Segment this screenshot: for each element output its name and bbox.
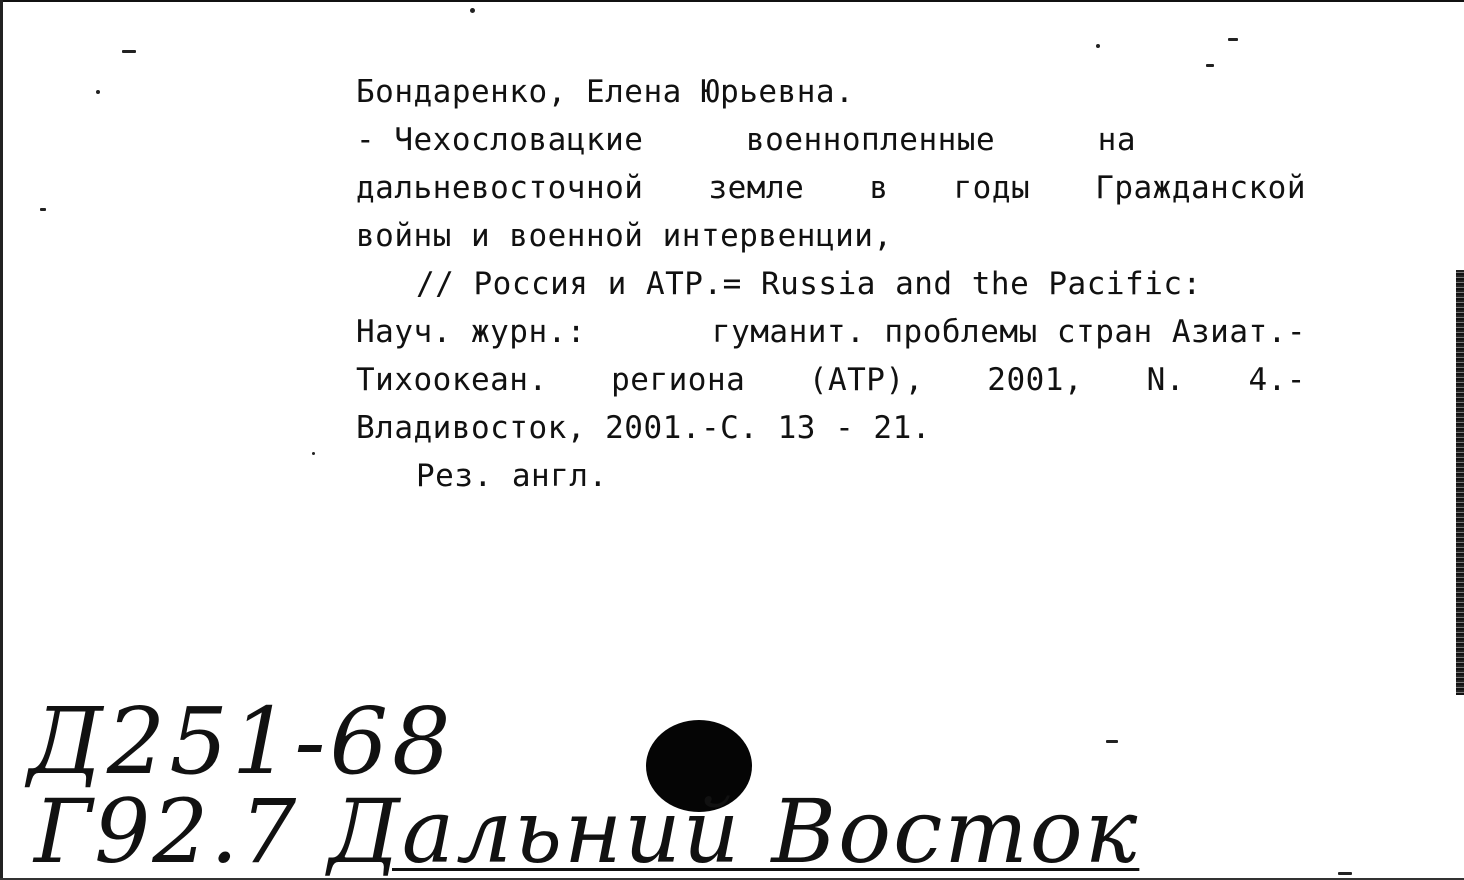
scan-speck bbox=[122, 50, 136, 53]
scan-speck bbox=[1228, 38, 1238, 41]
source-segment: гуманит. проблемы стран Азиат.- bbox=[711, 314, 1306, 350]
scan-edge-top bbox=[0, 0, 1464, 2]
source-line-2 bbox=[356, 308, 1306, 356]
title-word: годы bbox=[953, 170, 1031, 206]
title-word: земле bbox=[708, 170, 805, 206]
handwritten-callnumber-1: Д251-68 bbox=[28, 688, 455, 795]
source-segment: Тихоокеан. bbox=[356, 362, 548, 398]
note-line: Рез. англ. bbox=[416, 458, 608, 494]
source-segment: 2001, bbox=[987, 362, 1084, 398]
scan-speck bbox=[1338, 872, 1352, 875]
scan-speck bbox=[1096, 44, 1100, 48]
title-line-3: войны и военной интервенции, bbox=[356, 218, 893, 254]
handwritten-callnumber-2 bbox=[34, 780, 1139, 880]
scan-speck bbox=[312, 452, 315, 455]
typed-entry bbox=[356, 68, 1306, 500]
scan-speck bbox=[96, 90, 100, 94]
scan-speck bbox=[1206, 64, 1214, 67]
source-segment: Науч. журн.: bbox=[356, 314, 586, 350]
title-word: в bbox=[869, 170, 889, 206]
scan-edge-right bbox=[1456, 270, 1464, 695]
scan-edge-left bbox=[0, 0, 3, 880]
author-line: Бондаренко, Елена Юрьевна. bbox=[356, 74, 855, 110]
source-segment: N. bbox=[1146, 362, 1185, 398]
source-segment: (АТР), bbox=[808, 362, 924, 398]
title-line-2 bbox=[356, 164, 1306, 212]
callnumber-subject: Дальний Восток bbox=[328, 780, 1140, 880]
source-segment: 4.- bbox=[1248, 362, 1306, 398]
source-line-3 bbox=[356, 356, 1306, 404]
source-segment: региона bbox=[611, 362, 746, 398]
title-word: дальневосточной bbox=[356, 170, 644, 206]
source-line-1: // Россия и АТР.= Russia and the Pacific: bbox=[416, 266, 1202, 302]
source-line-4: Владивосток, 2001.-С. 13 - 21. bbox=[356, 410, 931, 446]
scan-speck bbox=[470, 8, 475, 13]
scan-speck bbox=[40, 208, 46, 211]
title-word: Гражданской bbox=[1095, 170, 1306, 206]
title-word: военнопленные bbox=[746, 122, 996, 158]
scan-speck bbox=[1106, 740, 1118, 743]
callnumber-prefix: Г92.7 bbox=[34, 780, 299, 880]
title-line-1 bbox=[356, 116, 1306, 164]
title-word: - Чехословацкие bbox=[356, 122, 644, 158]
title-word: на bbox=[1097, 122, 1136, 158]
